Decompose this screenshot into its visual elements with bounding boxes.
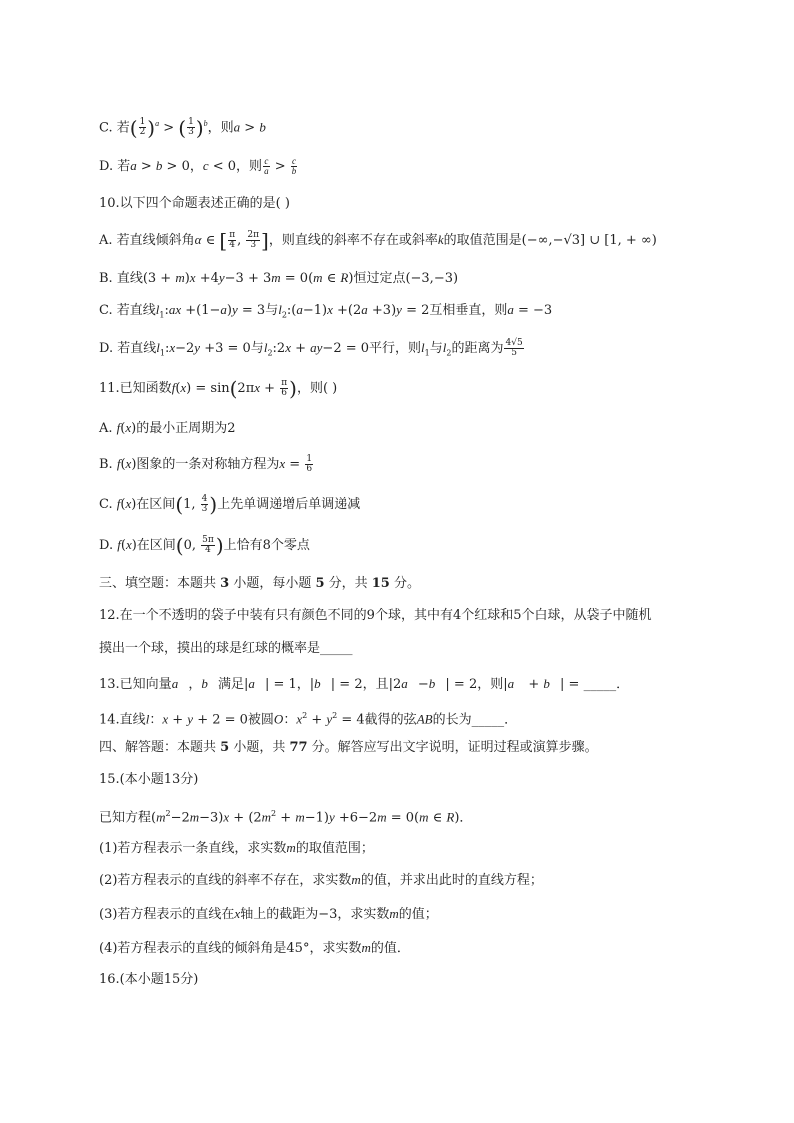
question-15-part-3: (3)若方程表示的直线在x轴上的截距为−3，求实数m的值； [99, 906, 438, 922]
question-14: 14.直线l：x + y + 2 = 0被圆O：$x^2 + y^2 = 4$截得的弦AB的长为_____． [99, 711, 518, 728]
question-12-line-1 [99, 607, 652, 625]
q10-option-c: C. 若直线$l_1:ax +(1-a)y = 3$与$l_2:(a-1)x +(2a +3)y = 2$互相垂直，则a = −3 [99, 302, 553, 320]
question-15-title: 15.(本小题13分) [99, 772, 199, 787]
question-12-line-2 [99, 640, 353, 658]
section-4-heading: 四、解答题：本题共 5 小题，共 77 分。解答应写出文字说明，证明过程或演算步骤。 [99, 740, 598, 755]
q10-option-b: B. 直线(3 + m)x +4y−3 + 3m = 0(m ∈ R)恒过定点(−3,−3) [99, 270, 459, 286]
q10-option-a: A. 若直线倾斜角α ∈ [ $\frac{\pi}{4}$ , $\frac{2\pi}{3}$ ]，则直线的斜率不存在或斜率k的取值范围是(−∞,−√3] ∪ [1, + ∞) [99, 228, 657, 253]
question-16-heading [99, 971, 198, 989]
q11-option-a: A. f(x)的最小正周期为2 [99, 420, 236, 436]
question-16-title: 16.(本小题15分) [99, 972, 199, 987]
q9-option-d: D. 若a > b > 0，c < 0，则 $\frac{c}{a}$ > $\frac{c}{b}$ [99, 156, 297, 176]
section-3-heading: 三、填空题：本题共 3 小题，每小题 5 分，共 15 分。 [99, 576, 420, 591]
q9-option-c: C. 若( $\frac{1}{2}$ )$^a$ > ( $\frac{1}{3}$ )$^b$，则a > b [99, 115, 266, 140]
question-15-heading [99, 771, 198, 789]
question-15-part-4: (4)若方程表示的直线的倾斜角是45°，求实数m的值． [99, 940, 410, 956]
question-12-text-2: 摸出一个球，摸出的球是红球的概率是_____ [99, 641, 353, 656]
question-15-part-1: (1)若方程表示一条直线，求实数m的取值范围； [99, 840, 374, 856]
question-10 [99, 195, 290, 213]
question-13: 13.已知向量a⃗，b⃗满足|a⃗| = 1，|b⃗| = 2，且|2a⃗−b⃗| = 2，则|a⃗ + b⃗| = _____． [99, 676, 630, 692]
q11-option-c: C. f(x)在区间(1, $\frac{4}{3}$ )上先单调递增后单调递减 [99, 492, 361, 517]
question-15-part-2: (2)若方程表示的直线的斜率不存在，求实数m的值，并求出此时的直线方程； [99, 872, 543, 888]
q11-option-d: D. f(x)在区间(0, $\frac{5\pi}{4}$ )上恰有8个零点 [99, 533, 310, 558]
q11-option-b: B. f(x)图象的一条对称轴方程为x = $\frac{1}{6}$ [99, 454, 313, 474]
question-15-stem: 已知方程$(m^2-2m-3)x + (2m^2 + m-1)y +6-2m = 0(m$ ∈ R)． [99, 809, 473, 826]
question-10-text: 10.以下四个命题表述正确的是( ) [99, 196, 290, 211]
question-12-text-1: 12.在一个不透明的袋子中装有只有颜色不同的9个球，其中有4个红球和5个白球，从袋子中随机 [99, 608, 652, 623]
q10-option-d: D. 若直线$l_1:x-2y +3 = 0$与$l_2:2x + ay-2 = 0$平行，则$l_1$与$l_2$的距离为 $\frac{4√5}{5}$ [99, 338, 523, 358]
question-11: 11.已知函数f(x) = sin(2πx + $\frac{\pi}{6}$ )，则( ) [99, 376, 338, 401]
